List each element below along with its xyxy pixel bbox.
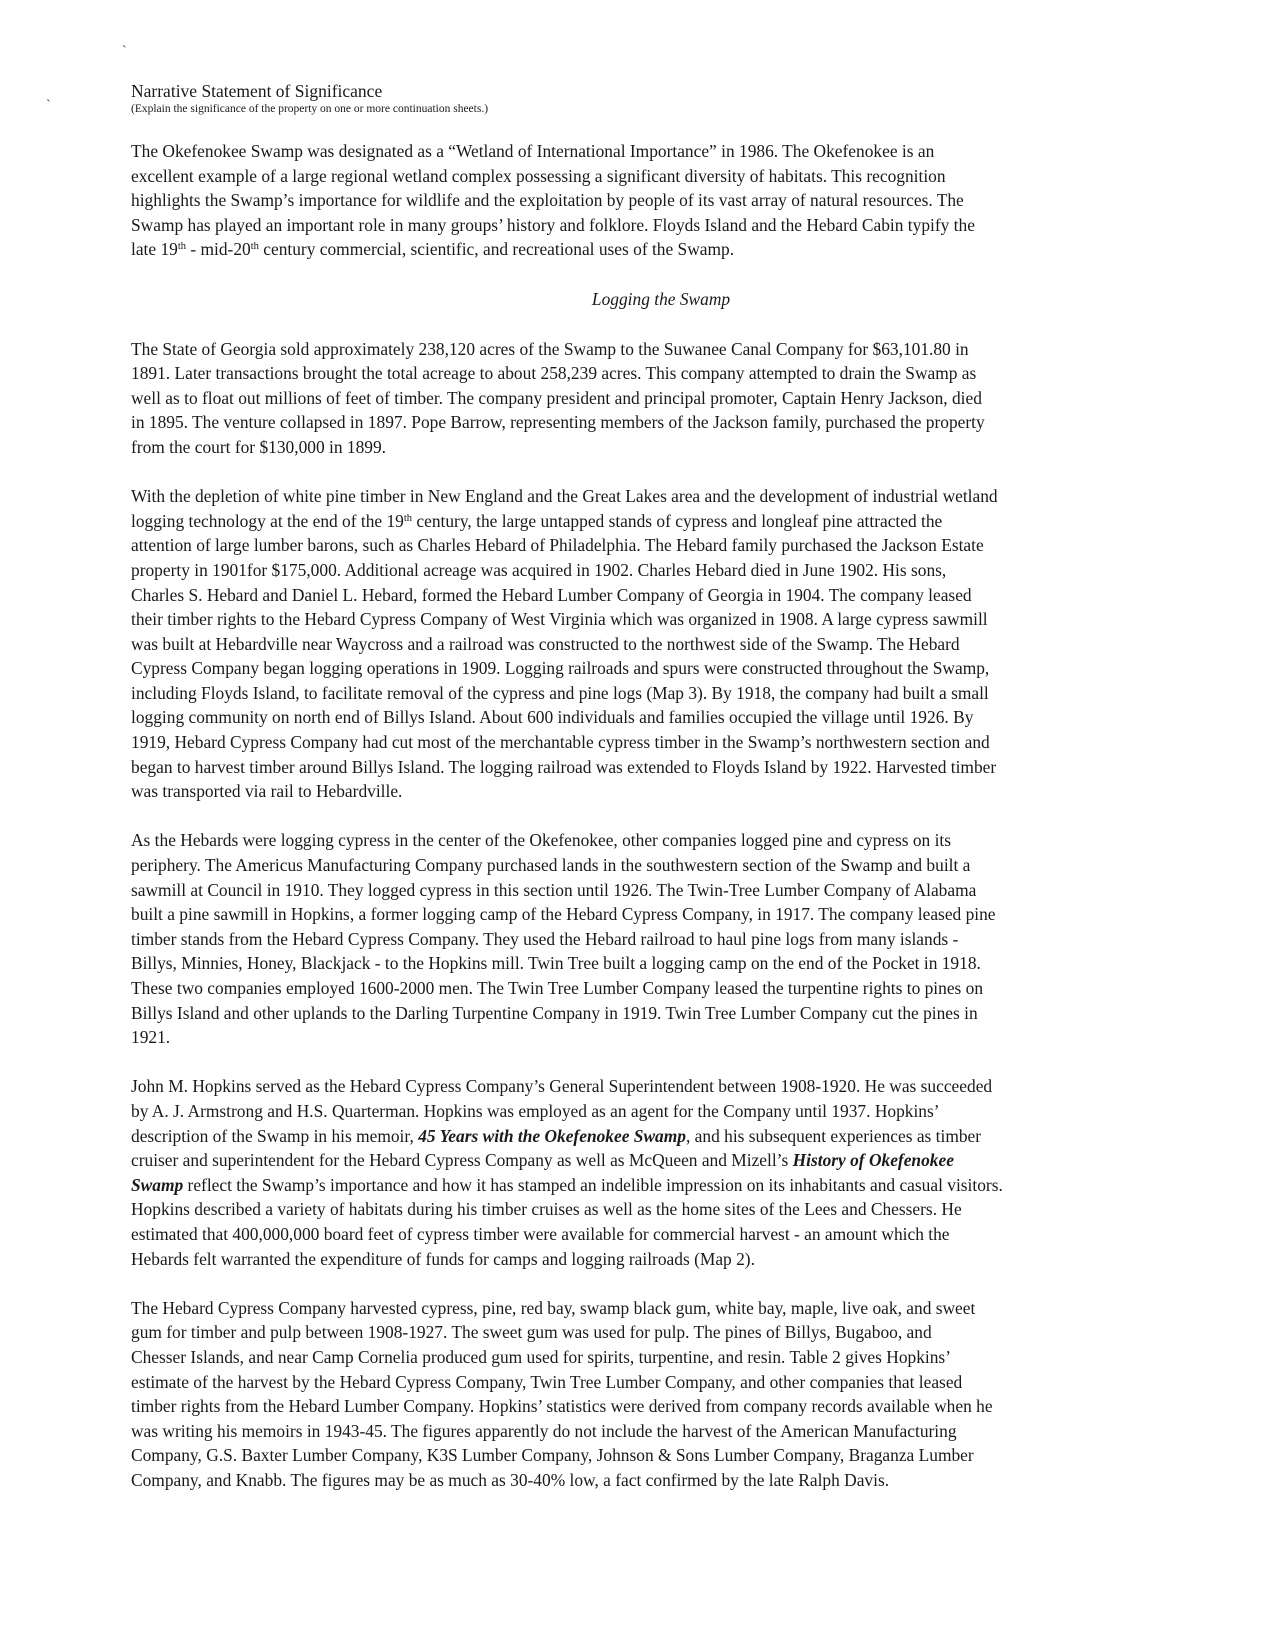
- text-line: The State of Georgia sold approximately 238,120 acres of the Swamp to the Suwanee Canal Company for $63,101.80 in: [131, 338, 969, 359]
- paragraph-other-companies: [131, 828, 1191, 1049]
- text-line: estimate of the harvest by the Hebard Cypress Company, Twin Tree Lumber Company, and other companies that leased: [131, 1371, 963, 1392]
- scan-mark: `: [46, 98, 51, 113]
- text-line: from the court for $130,000 in 1899.: [131, 436, 387, 457]
- text-line: Company, and Knabb. The figures may be as much as 30-40% low, a fact confirmed by the late Ralph Davis.: [131, 1469, 890, 1490]
- text-line: late 19th - mid-20th century commercial, scientific, and recreational uses of the Swamp.: [131, 239, 735, 260]
- text-line: Swamp reflect the Swamp’s importance and how it has stamped an indelible impression on its inhabitants and casual visitors.: [131, 1174, 1003, 1195]
- text-line: highlights the Swamp’s importance for wildlife and the exploitation by people of its vast array of natural resources. The: [131, 190, 964, 211]
- text-line: built a pine sawmill in Hopkins, a former logging camp of the Hebard Cypress Company, in 1917. The company leased pine: [131, 904, 996, 925]
- book-title: Swamp: [131, 1174, 184, 1195]
- text-line: in 1895. The venture collapsed in 1897. Pope Barrow, representing members of the Jackson family, purchased the property: [131, 412, 985, 433]
- text-line: Hebards felt warranted the expenditure of funds for camps and logging railroads (Map 2).: [131, 1248, 755, 1269]
- text-line: The Hebard Cypress Company harvested cypress, pine, red bay, swamp black gum, white bay, maple, live oak, and sweet: [131, 1297, 976, 1318]
- text-line: Cypress Company began logging operations in 1909. Logging railroads and spurs were constructed throughout the Swamp,: [131, 658, 990, 679]
- text-line: was writing his memoirs in 1943-45. The figures apparently do not include the harvest of the American Manufacturing: [131, 1420, 957, 1441]
- text-line: well as to float out millions of feet of timber. The company president and principal promoter, Captain Henry Jackson, died: [131, 387, 982, 408]
- text-line: including Floyds Island, to facilitate removal of the cypress and pine logs (Map 3). By 1918, the company had built a small: [131, 682, 989, 703]
- text-line: 1919, Hebard Cypress Company had cut most of the merchantable cypress timber in the Swamp’s northwestern section and: [131, 732, 990, 753]
- text-line: timber stands from the Hebard Cypress Company. They used the Hebard railroad to haul pine logs from many islands -: [131, 928, 959, 949]
- text-line: Company, G.S. Baxter Lumber Company, K3S Lumber Company, Johnson & Sons Lumber Company, Braganza Lumber: [131, 1445, 974, 1466]
- text-line: With the depletion of white pine timber in New England and the Great Lakes area and the development of industrial wetland: [131, 486, 998, 507]
- text-line: gum for timber and pulp between 1908-1927. The sweet gum was used for pulp. The pines of Billys, Bugaboo, and: [131, 1322, 932, 1343]
- text-line: attention of large lumber barons, such as Charles Hebard of Philadelphia. The Hebard family purchased the Jackson Estate: [131, 535, 984, 556]
- text-line: 1921.: [131, 1027, 171, 1048]
- text-line: excellent example of a large regional wetland complex possessing a significant diversity of habitats. This recognition: [131, 165, 946, 186]
- book-title: 45 Years with the Okefenokee Swamp: [418, 1125, 686, 1146]
- book-title: History of Okefenokee: [792, 1150, 954, 1171]
- text-line: estimated that 400,000,000 board feet of cypress timber were available for commercial harvest - an amount which the: [131, 1223, 950, 1244]
- text-line: sawmill at Council in 1910. They logged cypress in this section until 1926. The Twin-Tree Lumber Company of Alabama: [131, 879, 977, 900]
- text-line: by A. J. Armstrong and H.S. Quarterman. Hopkins was employed as an agent for the Company until 1937. Hopkins’: [131, 1100, 940, 1121]
- text-line: timber rights from the Hebard Lumber Company. Hopkins’ statistics were derived from company records available when he: [131, 1396, 993, 1417]
- text-line: cruiser and superintendent for the Hebard Cypress Company as well as McQueen and Mizell’s History of Okefenokee: [131, 1150, 954, 1171]
- text-line: 1891. Later transactions brought the total acreage to about 258,239 acres. This company attempted to drain the Swamp as: [131, 363, 977, 384]
- text-line: their timber rights to the Hebard Cypress Company of West Virginia which was organized in 1908. A large cypress sawmill: [131, 609, 988, 630]
- text-line: was transported via rail to Hebardville.: [131, 781, 403, 802]
- text-line: The Okefenokee Swamp was designated as a “Wetland of International Importance” in 1986. The Okefenokee is an: [131, 141, 935, 161]
- text-line: description of the Swamp in his memoir, 45 Years with the Okefenokee Swamp, and his subsequent experiences as timber: [131, 1125, 982, 1146]
- scan-mark: `: [122, 44, 127, 59]
- page-instruction: (Explain the significance of the property on one or more continuation sheets.): [131, 103, 489, 115]
- page-heading: Narrative Statement of Significance: [131, 81, 383, 101]
- text-line: Billys, Minnies, Honey, Blackjack - to the Hopkins mill. Twin Tree built a logging camp on the end of the Pocket in 1918.: [131, 953, 981, 974]
- text-line: logging community on north end of Billys Island. About 600 individuals and families occupied the village until 1926. By: [131, 707, 974, 728]
- paragraph-harvest: [131, 1296, 1191, 1493]
- text-line: These two companies employed 1600-2000 men. The Twin Tree Lumber Company leased the turpentine rights to pines on: [131, 978, 984, 998]
- text-line: Chesser Islands, and near Camp Cornelia produced gum used for spirits, turpentine, and resin. Table 2 gives Hopkins’: [131, 1346, 951, 1367]
- text-line: As the Hebards were logging cypress in the center of the Okefenokee, other companies logged pine and cypress on its: [131, 830, 952, 851]
- text-line: John M. Hopkins served as the Hebard Cypress Company’s General Superintendent between 1908-1920. He was succeeded: [131, 1076, 993, 1097]
- text-line: periphery. The Americus Manufacturing Company purchased lands in the southwestern section of the Swamp and built a: [131, 855, 971, 876]
- document-page: [131, 80, 1191, 1517]
- paragraph-canal-company: [131, 337, 1191, 460]
- text-line: Hopkins described a variety of habitats during his timber cruises as well as the home sites of the Lees and Chessers. He: [131, 1199, 962, 1220]
- text-line: Swamp has played an important role in many groups’ history and folklore. Floyds Island and the Hebard Cabin typify the: [131, 214, 975, 235]
- text-line: Billys Island and other uplands to the Darling Turpentine Company in 1919. Twin Tree Lumber Company cut the pines in: [131, 1002, 978, 1023]
- text-line: began to harvest timber around Billys Island. The logging railroad was extended to Floyds Island by 1922. Harvested timber: [131, 756, 997, 777]
- text-line: was built at Hebardville near Waycross and a railroad was constructed to the northwest side of the Swamp. The Hebard: [131, 633, 960, 654]
- paragraph-hopkins: [131, 1074, 1191, 1271]
- paragraph-designation: [131, 139, 1191, 262]
- paragraph-hebard-logging: [131, 484, 1191, 804]
- text-line: Charles S. Hebard and Daniel L. Hebard, formed the Hebard Lumber Company of Georgia in 1904. The company leased: [131, 584, 972, 605]
- text-line: property in 1901for $175,000. Additional acreage was acquired in 1902. Charles Hebard died in June 1902. His sons,: [131, 559, 947, 580]
- section-title: Logging the Swamp: [591, 288, 731, 309]
- text-line: logging technology at the end of the 19th century, the large untapped stands of cypress and longleaf pine attracted the: [131, 510, 943, 531]
